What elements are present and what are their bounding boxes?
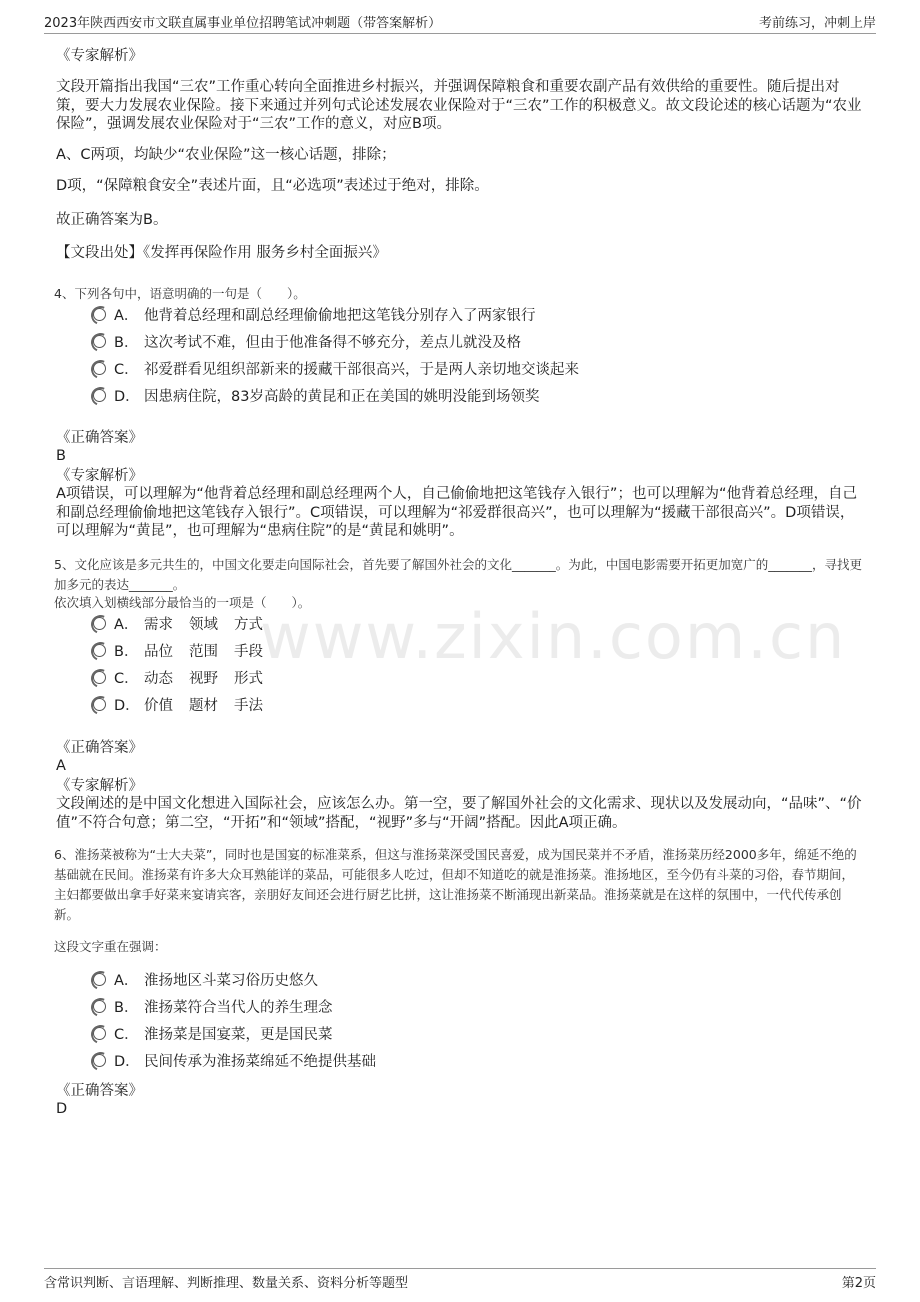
q3-analysis-1: 文段开篇指出我国“三农”工作重心转向全面推进乡村振兴，并强调保障粮食和重要农副产品有效供给的重要性。随后提出对策，要大力发展农业保险。接下来通过并列句式论述发展农业保险对于“三农”工作的积极意义。故文段论述的核心话题为“农业保险”，强调发展农业保险对于“三农”工作的意义，对应B项。 [56, 79, 862, 132]
option-text: 淮扬地区斗菜习俗历史悠久 [144, 973, 318, 989]
radio-icon[interactable] [93, 1027, 106, 1040]
q5-instruction: 依次填入划横线部分最恰当的一项是（ ）。 [54, 595, 311, 610]
option-text: 民间传承为淮扬菜绵延不绝提供基础 [144, 1054, 376, 1070]
radio-icon[interactable] [93, 644, 106, 657]
q6-stem: 6、淮扬菜被称为“士大夫菜”，同时也是国宴的标准菜系，但这与淮扬菜深受国民喜爱，成为国民菜并不矛盾，淮扬菜历经2000多年，绵延不绝的基础就在民间。淮扬菜有许多大众耳熟能详的菜品，可能很多人吃过，但却不知道吃的就是淮扬菜。淮扬地区，至今仍有斗菜的习俗，春节期间，主妇都要做出拿手好菜来宴请宾客，亲朋好友间还会进行厨艺比拼，这让淮扬菜不断涌现出新菜品。淮扬菜就是在这样的氛围中，一代代传承创新。 [54, 847, 857, 922]
q4-option-a[interactable]: A． 他背着总经理和副总经理偷偷地把这笔钱分别存入了两家银行 [93, 306, 536, 326]
q6-option-b[interactable]: B． 淮扬菜符合当代人的养生理念 [93, 998, 333, 1018]
q3-conclusion: 故正确答案为B。 [56, 212, 168, 228]
radio-icon[interactable] [93, 617, 106, 630]
q6-answer-label: 《正确答案》 [56, 1083, 143, 1099]
q4-answer-label: 《正确答案》 [56, 430, 143, 446]
q4-stem: 4、下列各句中，语意明确的一句是（ ）。 [54, 286, 306, 301]
radio-icon[interactable] [93, 1000, 106, 1013]
q5-answer: A [56, 758, 66, 774]
page-number: 第2页 [841, 1276, 876, 1291]
q5-option-d[interactable]: D． 价值 题材 手法 [93, 696, 279, 716]
document-title: 2023年陕西西安市文联直属事业单位招聘笔试冲刺题（带答案解析） [44, 16, 442, 31]
header-slogan: 考前练习，冲刺上岸 [758, 16, 876, 31]
option-text: 他背着总经理和副总经理偷偷地把这笔钱分别存入了两家银行 [144, 308, 536, 324]
q4-option-b[interactable]: B． 这次考试不难，但由于他准备得不够充分，差点儿就没及格 [93, 333, 521, 353]
q6-option-c[interactable]: C． 淮扬菜是国宴菜，更是国民菜 [93, 1025, 333, 1045]
q5-answer-label: 《正确答案》 [56, 740, 143, 756]
footer-divider [44, 1268, 876, 1269]
option-text: 淮扬菜是国宴菜，更是国民菜 [144, 1027, 333, 1043]
q3-analysis-2: A、C两项，均缺少“农业保险”这一核心话题，排除； [56, 147, 396, 163]
q5-option-a[interactable]: A． 需求 领域 方式 [93, 615, 279, 635]
radio-icon[interactable] [93, 308, 106, 321]
watermark: www.zixin.com.cn [260, 600, 847, 673]
q3-expert-label: 《专家解析》 [56, 48, 143, 64]
option-text: 这次考试不难，但由于他准备得不够充分，差点儿就没及格 [144, 335, 521, 351]
q5-stem: 5、文化应该是多元共生的，中国文化要走向国际社会，首先要了解国外社会的文化_______。为此，中国电影需要开拓更加宽广的_______，寻找更加多元的表达_______。 [54, 557, 862, 592]
page-footer [44, 1272, 876, 1290]
q5-expert-label: 《专家解析》 [56, 778, 143, 794]
q4-analysis: A项错误，可以理解为“他背着总经理和副总经理两个人，自己偷偷地把这笔钱存入银行”；也可以理解为“他背着总经理，自己和副总经理偷偷地把这笔钱存入银行”。C项错误，可以理解为“祁爱群很高兴”，也可以理解为“援藏干部很高兴”。D项错误，可以理解为“黄昆”，也可理解为“患病住院”的是“黄昆和姚明”。 [56, 486, 857, 539]
radio-icon[interactable] [93, 1054, 106, 1067]
q3-analysis-3: D项，“保障粮食安全”表述片面，且“必选项”表述过于绝对，排除。 [56, 178, 489, 194]
q5-option-b[interactable]: B． 品位 范围 手段 [93, 642, 279, 662]
q4-option-c[interactable]: C． 祁爱群看见组织部新来的援藏干部很高兴，于是两人亲切地交谈起来 [93, 360, 579, 380]
footer-topics: 含常识判断、言语理解、判断推理、数量关系、资料分析等题型 [44, 1276, 409, 1291]
page-header [44, 12, 876, 30]
q6-instruction: 这段文字重在强调： [54, 939, 167, 954]
radio-icon[interactable] [93, 973, 106, 986]
header-divider [44, 33, 876, 34]
q4-expert-label: 《专家解析》 [56, 468, 143, 484]
option-text: 因患病住院，83岁高龄的黄昆和正在美国的姚明没能到场领奖 [144, 389, 540, 405]
q6-answer: D [56, 1101, 68, 1117]
q4-answer: B [56, 448, 66, 464]
q5-analysis: 文段阐述的是中国文化想进入国际社会，应该怎么办。第一空，要了解国外社会的文化需求、现状以及发展动向，“品味”、“价值”不符合句意；第二空，“开拓”和“领域”搭配，“视野”多与“开阔”搭配。因此A项正确。 [56, 796, 862, 831]
option-text: 祁爱群看见组织部新来的援藏干部很高兴，于是两人亲切地交谈起来 [144, 362, 579, 378]
radio-icon[interactable] [93, 389, 106, 402]
radio-icon[interactable] [93, 335, 106, 348]
q3-source: 【文段出处】《发挥再保险作用 服务乡村全面振兴》 [56, 245, 387, 261]
q4-option-d[interactable]: D． 因患病住院，83岁高龄的黄昆和正在美国的姚明没能到场领奖 [93, 387, 539, 407]
option-text: 淮扬菜符合当代人的养生理念 [144, 1000, 333, 1016]
radio-icon[interactable] [93, 362, 106, 375]
radio-icon[interactable] [93, 671, 106, 684]
q6-option-d[interactable]: D． 民间传承为淮扬菜绵延不绝提供基础 [93, 1052, 376, 1072]
q5-option-c[interactable]: C． 动态 视野 形式 [93, 669, 279, 689]
radio-icon[interactable] [93, 698, 106, 711]
q6-option-a[interactable]: A． 淮扬地区斗菜习俗历史悠久 [93, 971, 318, 991]
